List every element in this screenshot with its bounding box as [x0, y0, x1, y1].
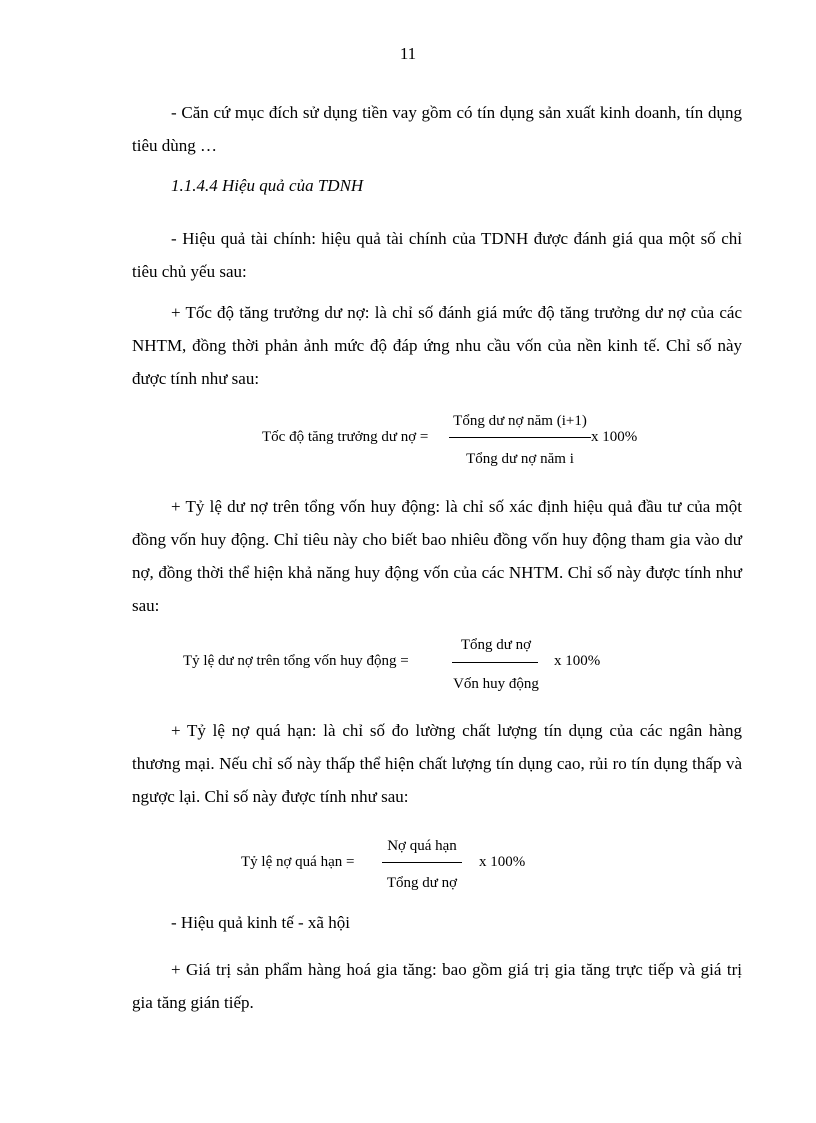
formula-lhs: Tỷ lệ nợ quá hạn = — [241, 854, 355, 870]
fraction-bar — [452, 662, 538, 663]
formula-multiplier: x 100% — [479, 854, 526, 870]
formula-denominator: Vốn huy động — [453, 676, 539, 692]
fraction-bar — [382, 862, 462, 863]
formula-denominator: Tổng dư nợ năm i — [466, 451, 574, 467]
formula-lhs: Tốc độ tăng trưởng dư nợ = — [262, 429, 429, 445]
paragraph-loan-to-deposit: + Tỷ lệ dư nợ trên tổng vốn huy động: là chỉ số xác định hiệu quả đầu tư của một đồng vốn huy động. Chỉ tiêu này cho biết bao nhiêu đồng vốn huy động tham gia vào dư nợ, đồng thời thể hiện khả năng huy động vốn của các NHTM. Chỉ số này được tính như sau: — [132, 497, 742, 615]
section-heading: 1.1.4.4 Hiệu quả của TDNH — [171, 176, 364, 195]
page-number: 11 — [399, 44, 417, 63]
paragraph-overdue-ratio: + Tỷ lệ nợ quá hạn: là chỉ số đo lường chất lượng tín dụng của các ngân hàng thương mại. Nếu chỉ số này thấp thể hiện chất lượng tín dụng cao, rủi ro tín dụng thấp và ngược lại. Chỉ số này được tính như sau: — [132, 721, 742, 806]
formula-multiplier: x 100% — [591, 429, 638, 445]
fraction-bar — [449, 437, 591, 438]
formula-lhs: Tỷ lệ dư nợ trên tổng vốn huy động = — [183, 653, 409, 669]
formula-numerator: Tổng dư nợ năm (i+1) — [453, 413, 587, 429]
formula-multiplier: x 100% — [554, 653, 601, 669]
paragraph-socioeconomic: - Hiệu quả kinh tế - xã hội — [171, 913, 350, 932]
formula-denominator: Tổng dư nợ — [386, 875, 458, 891]
paragraph-credit-growth: + Tốc độ tăng trưởng dư nợ: là chỉ số đánh giá mức độ tăng trưởng dư nợ của các NHTM, đồng thời phản ảnh mức độ đáp ứng nhu cầu vốn của nền kinh tế. Chỉ số này được tính như sau: — [132, 303, 742, 388]
paragraph-value-added: + Giá trị sản phẩm hàng hoá gia tăng: bao gồm giá trị gia tăng trực tiếp và giá trị gia tăng gián tiếp. — [132, 960, 742, 1012]
formula-numerator: Nợ quá hạn — [387, 838, 457, 854]
paragraph-financial-efficiency: - Hiệu quả tài chính: hiệu quả tài chính của TDNH được đánh giá qua một số chỉ tiêu chủ yếu sau: — [132, 229, 742, 281]
paragraph-loan-purpose: - Căn cứ mục đích sử dụng tiền vay gồm có tín dụng sản xuất kinh doanh, tín dụng tiêu dùng … — [132, 103, 742, 155]
formula-numerator: Tổng dư nợ — [460, 637, 532, 653]
